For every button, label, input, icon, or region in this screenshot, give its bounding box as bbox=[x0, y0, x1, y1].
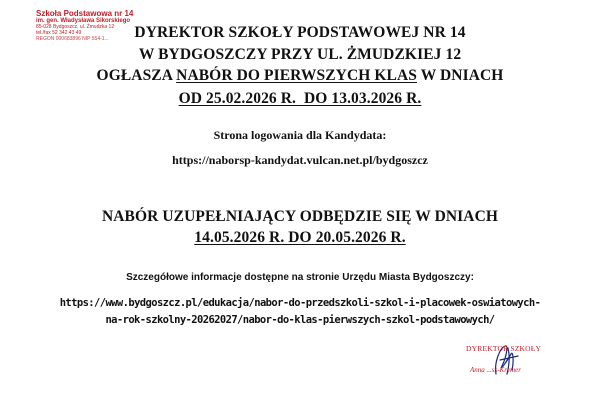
signature-block bbox=[444, 340, 564, 380]
info-url-line-2: na-rok-szkolny-20262027/nabor-do-klas-pierwszych-szkol-podstawowych/ bbox=[105, 314, 495, 326]
info-url-line-1: https://www.bydgoszcz.pl/edukacja/nabor-do-przedszkoli-szkol-i-placowek-oswiatowych- bbox=[59, 297, 541, 309]
heading-line-2: W BYDGOSZCZY PRZY UL. ŻMUDZKIEJ 12 bbox=[138, 46, 462, 63]
stamp-line-4: tel./fax 52 342 43 49 bbox=[36, 29, 82, 36]
stamp-line-3: 85-028 Bydgoszcz, ul. Żmudzka 12 bbox=[36, 24, 115, 31]
heading-date-range: OD 25.02.2026 R. DO 13.03.2026 R. bbox=[178, 90, 422, 107]
info-label: Szczegółowe informacje dostępne na stronie Urzędu Miasta Bydgoszczy: bbox=[126, 272, 474, 283]
heading-line-3-suffix: W DNIACH bbox=[417, 67, 504, 84]
supplementary-heading: NABÓR UZUPEŁNIAJĄCY ODBĘDZIE SIĘ W DNIACH bbox=[101, 208, 499, 225]
supplementary-date-range: 14.05.2026 R. DO 20.05.2026 R. bbox=[194, 229, 406, 246]
heading-line-1: DYREKTOR SZKOŁY PODSTAWOWEJ NR 14 bbox=[134, 24, 466, 41]
heading-line-3-prefix: OGŁASZA bbox=[96, 67, 177, 84]
heading-line-3 bbox=[0, 67, 600, 85]
heading-line-3-highlight: NABÓR DO PIERWSZYCH KLAS bbox=[176, 67, 418, 84]
stamp-line-2: im. gen. Władysława Sikorskiego bbox=[36, 18, 131, 25]
stamp-line-1: Szkoła Podstawowa nr 14 bbox=[36, 9, 134, 18]
signature-name: Anna ...ss-Krymer bbox=[470, 366, 521, 374]
signature-title: DYREKTOR SZKOŁY bbox=[466, 344, 542, 353]
login-url: https://naborsp-kandydat.vulcan.net.pl/bydgoszcz bbox=[172, 153, 428, 167]
stamp-line-5: REGON 000683896 NIP 554-1... bbox=[36, 35, 109, 42]
login-label: Strona logowania dla Kandydata: bbox=[213, 128, 387, 142]
